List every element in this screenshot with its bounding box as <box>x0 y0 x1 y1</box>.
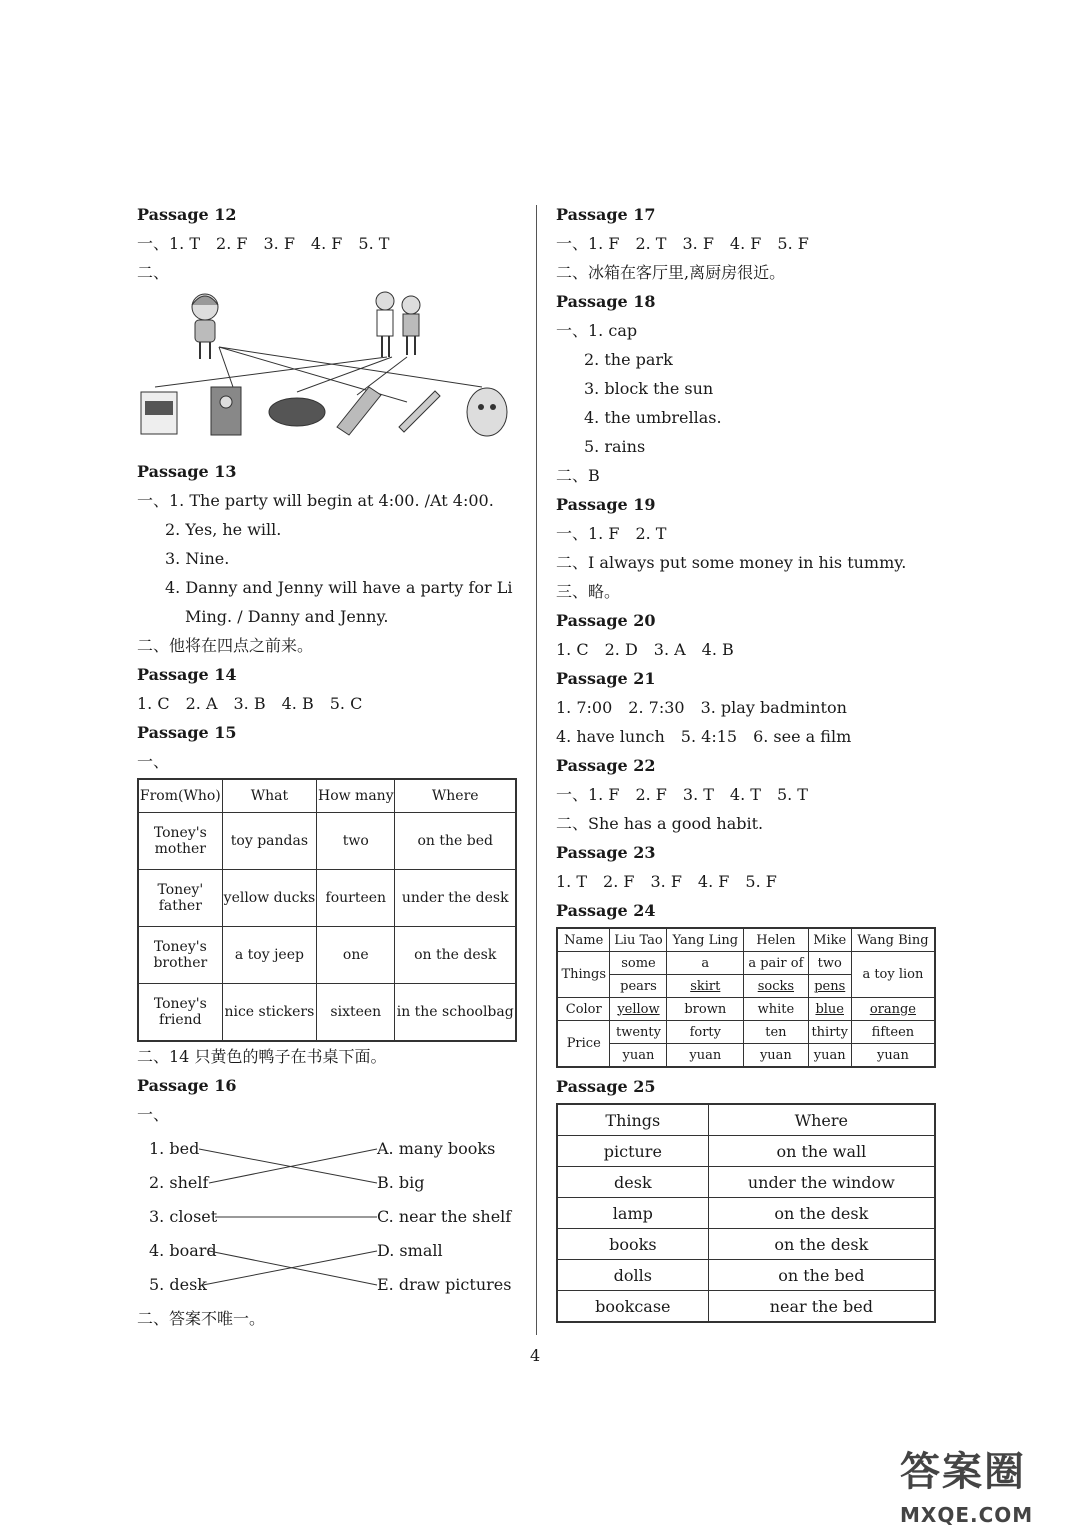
table-cell: near the bed <box>708 1291 935 1323</box>
passage-24-table <box>556 927 936 1068</box>
table-cell: blue <box>808 998 851 1021</box>
table-row-label: Things <box>557 952 610 998</box>
passage-18-title: Passage 18 <box>556 292 656 311</box>
table-row <box>557 1198 935 1229</box>
match-right-item: E. draw pictures <box>377 1275 512 1294</box>
table-row <box>557 952 935 975</box>
match-left-item: 2. shelf <box>149 1173 209 1192</box>
pencil-box-icon <box>269 398 325 426</box>
table-row <box>138 813 516 870</box>
passage-16-part2: 二、答案不唯一。 <box>137 1309 266 1328</box>
table-cell: on the bed <box>395 813 516 870</box>
passage-19-part3: 三、略。 <box>556 582 621 601</box>
table-cell: on the desk <box>708 1229 935 1260</box>
table-cell: pears <box>610 975 667 998</box>
table-header: Liu Tao <box>610 928 667 952</box>
passage-18-l4: 4. the umbrellas. <box>584 408 722 427</box>
passage-22-part1: 一、1. F 2. F 3. T 4. T 5. T <box>556 785 808 804</box>
table-header: From(Who) <box>138 779 222 813</box>
passage-23-line: 1. T 2. F 3. F 4. F 5. F <box>556 872 777 891</box>
table-cell: yuan <box>667 1044 744 1068</box>
page-number: 4 <box>530 1346 541 1365</box>
table-header: What <box>222 779 317 813</box>
passage-16-part1: 一、 <box>137 1105 170 1124</box>
passage-18-l2: 2. the park <box>584 350 673 369</box>
passage-13-part2: 二、他将在四点之前来。 <box>137 636 314 655</box>
match-left-item: 1. bed <box>149 1139 200 1158</box>
passage-15-part1: 一、 <box>137 752 170 771</box>
passage-13-l4a: 4. Danny and Jenny will have a party for Li <box>165 578 513 597</box>
table-header-row <box>138 779 516 813</box>
table-header: Wang Bing <box>851 928 935 952</box>
passage-22-part2: 二、She has a good habit. <box>556 814 764 833</box>
passage-16-matching <box>137 1129 522 1304</box>
table-cell: Toney's friend <box>138 984 222 1042</box>
passage-13-l2: 2. Yes, he will. <box>165 520 282 539</box>
watermark-logo <box>900 1440 1033 1527</box>
table-cell: yuan <box>610 1044 667 1068</box>
passage-14-title: Passage 14 <box>137 665 237 684</box>
table-cell: toy pandas <box>222 813 317 870</box>
table-cell: ten <box>744 1021 809 1044</box>
table-header: Where <box>708 1104 935 1136</box>
passage-19-part2: 二、I always put some money in his tummy. <box>556 553 907 572</box>
match-right-item: B. big <box>377 1173 425 1192</box>
table-cell: a <box>667 952 744 975</box>
table-cell: picture <box>557 1136 708 1167</box>
table-cell: two <box>808 952 851 975</box>
table-row <box>557 1021 935 1044</box>
table-cell: some <box>610 952 667 975</box>
table-cell: bookcase <box>557 1291 708 1323</box>
table-row <box>138 927 516 984</box>
passage-21-title: Passage 21 <box>556 669 656 688</box>
table-cell: nice stickers <box>222 984 317 1042</box>
passage-25-table <box>556 1103 936 1323</box>
match-right-item: D. small <box>377 1241 443 1260</box>
table-cell: Toney's brother <box>138 927 222 984</box>
table-row-label: Price <box>557 1021 610 1068</box>
table-cell: white <box>744 998 809 1021</box>
table-cell: forty <box>667 1021 744 1044</box>
book-icon <box>211 387 241 435</box>
passage-18-part2: 二、B <box>556 466 600 485</box>
table-header: Mike <box>808 928 851 952</box>
table-cell: socks <box>744 975 809 998</box>
table-header: Name <box>557 928 610 952</box>
passage-21-l1: 1. 7:00 2. 7:30 3. play badminton <box>556 698 847 717</box>
table-cell: Toney's mother <box>138 813 222 870</box>
table-cell: sixteen <box>317 984 395 1042</box>
table-cell: dolls <box>557 1260 708 1291</box>
table-header-row <box>557 1104 935 1136</box>
table-cell: yellow <box>610 998 667 1021</box>
passage-15-table <box>137 778 517 1042</box>
table-cell: yuan <box>808 1044 851 1068</box>
left-column <box>137 200 522 1333</box>
passage-24-title: Passage 24 <box>556 901 656 920</box>
table-cell: books <box>557 1229 708 1260</box>
table-row <box>557 1044 935 1068</box>
pen-icon <box>399 391 440 432</box>
table-row <box>557 1229 935 1260</box>
table-cell: two <box>317 813 395 870</box>
passage-25-title: Passage 25 <box>556 1077 656 1096</box>
passage-17-part2: 二、冰箱在客厅里,离厨房很近。 <box>556 263 786 282</box>
matching-lines-svg <box>137 1129 522 1304</box>
table-cell: fourteen <box>317 870 395 927</box>
table-cell: Toney' father <box>138 870 222 927</box>
match-right-item: A. many books <box>377 1139 496 1158</box>
table-row <box>557 1136 935 1167</box>
matching-picture <box>137 287 517 457</box>
table-cell: on the wall <box>708 1136 935 1167</box>
table-cell: under the window <box>708 1167 935 1198</box>
table-cell: on the desk <box>395 927 516 984</box>
right-column <box>556 200 941 1323</box>
table-cell: thirty <box>808 1021 851 1044</box>
table-cell: a toy jeep <box>222 927 317 984</box>
table-header: How many <box>317 779 395 813</box>
table-header: Where <box>395 779 516 813</box>
egg-icon <box>467 388 507 436</box>
passage-15-title: Passage 15 <box>137 723 237 742</box>
table-cell: a toy lion <box>851 952 935 998</box>
table-header: Yang Ling <box>667 928 744 952</box>
passage-12-part2: 二、 <box>137 263 170 282</box>
table-cell: yuan <box>851 1044 935 1068</box>
passage-19-part1: 一、1. F 2. T <box>556 524 667 543</box>
table-cell: a pair of <box>744 952 809 975</box>
table-cell: on the bed <box>708 1260 935 1291</box>
passage-13-title: Passage 13 <box>137 462 237 481</box>
passage-18-l1: 一、1. cap <box>556 321 638 340</box>
table-cell: orange <box>851 998 935 1021</box>
passage-16-title: Passage 16 <box>137 1076 237 1095</box>
table-row-label: Color <box>557 998 610 1021</box>
watermark-bottom: MXQE.COM <box>900 1503 1034 1527</box>
table-cell: one <box>317 927 395 984</box>
passage-12-title: Passage 12 <box>137 205 237 224</box>
passage-23-title: Passage 23 <box>556 843 656 862</box>
table-row <box>557 998 935 1021</box>
girl-figure <box>192 294 218 359</box>
table-row <box>138 870 516 927</box>
boys-figure <box>376 292 420 357</box>
passage-13-l1: 一、1. The party will begin at 4:00. /At 4:00. <box>137 491 494 510</box>
ruler-icon <box>337 387 381 435</box>
passage-20-title: Passage 20 <box>556 611 656 630</box>
table-cell: pens <box>808 975 851 998</box>
match-left-item: 5. desk <box>149 1275 207 1294</box>
passage-17-title: Passage 17 <box>556 205 656 224</box>
column-divider <box>536 205 537 1335</box>
table-cell: in the schoolbag <box>395 984 516 1042</box>
table-header: Helen <box>744 928 809 952</box>
table-cell: yuan <box>744 1044 809 1068</box>
match-left-item: 4. board <box>149 1241 217 1260</box>
table-cell: fifteen <box>851 1021 935 1044</box>
watermark-top: 答案圈 <box>900 1449 1026 1495</box>
passage-12-part1: 一、1. T 2. F 3. F 4. F 5. T <box>137 234 390 253</box>
table-cell: yellow ducks <box>222 870 317 927</box>
passage-19-title: Passage 19 <box>556 495 656 514</box>
table-cell: twenty <box>610 1021 667 1044</box>
passage-13-l3: 3. Nine. <box>165 549 230 568</box>
match-left-item: 3. closet <box>149 1207 218 1226</box>
passage-17-part1: 一、1. F 2. T 3. F 4. F 5. F <box>556 234 809 253</box>
table-row <box>138 984 516 1042</box>
passage-18-l3: 3. block the sun <box>584 379 714 398</box>
table-row <box>557 1167 935 1198</box>
passage-22-title: Passage 22 <box>556 756 656 775</box>
table-cell: brown <box>667 998 744 1021</box>
table-cell: on the desk <box>708 1198 935 1229</box>
table-cell: skirt <box>667 975 744 998</box>
table-row <box>557 1291 935 1323</box>
passage-20-line: 1. C 2. D 3. A 4. B <box>556 640 734 659</box>
passage-13-l4b: Ming. / Danny and Jenny. <box>185 607 389 626</box>
milk-box-icon <box>141 392 177 434</box>
match-right-item: C. near the shelf <box>377 1207 512 1226</box>
passage-21-l2: 4. have lunch 5. 4:15 6. see a film <box>556 727 852 746</box>
table-cell: desk <box>557 1167 708 1198</box>
table-header-row <box>557 928 935 952</box>
table-row <box>557 1260 935 1291</box>
table-header: Things <box>557 1104 708 1136</box>
passage-18-l5: 5. rains <box>584 437 646 456</box>
table-cell: lamp <box>557 1198 708 1229</box>
passage-15-part2: 二、14 只黄色的鸭子在书桌下面。 <box>137 1047 387 1066</box>
table-cell: under the desk <box>395 870 516 927</box>
matching-picture-svg <box>137 287 517 457</box>
passage-14-line: 1. C 2. A 3. B 4. B 5. C <box>137 694 363 713</box>
